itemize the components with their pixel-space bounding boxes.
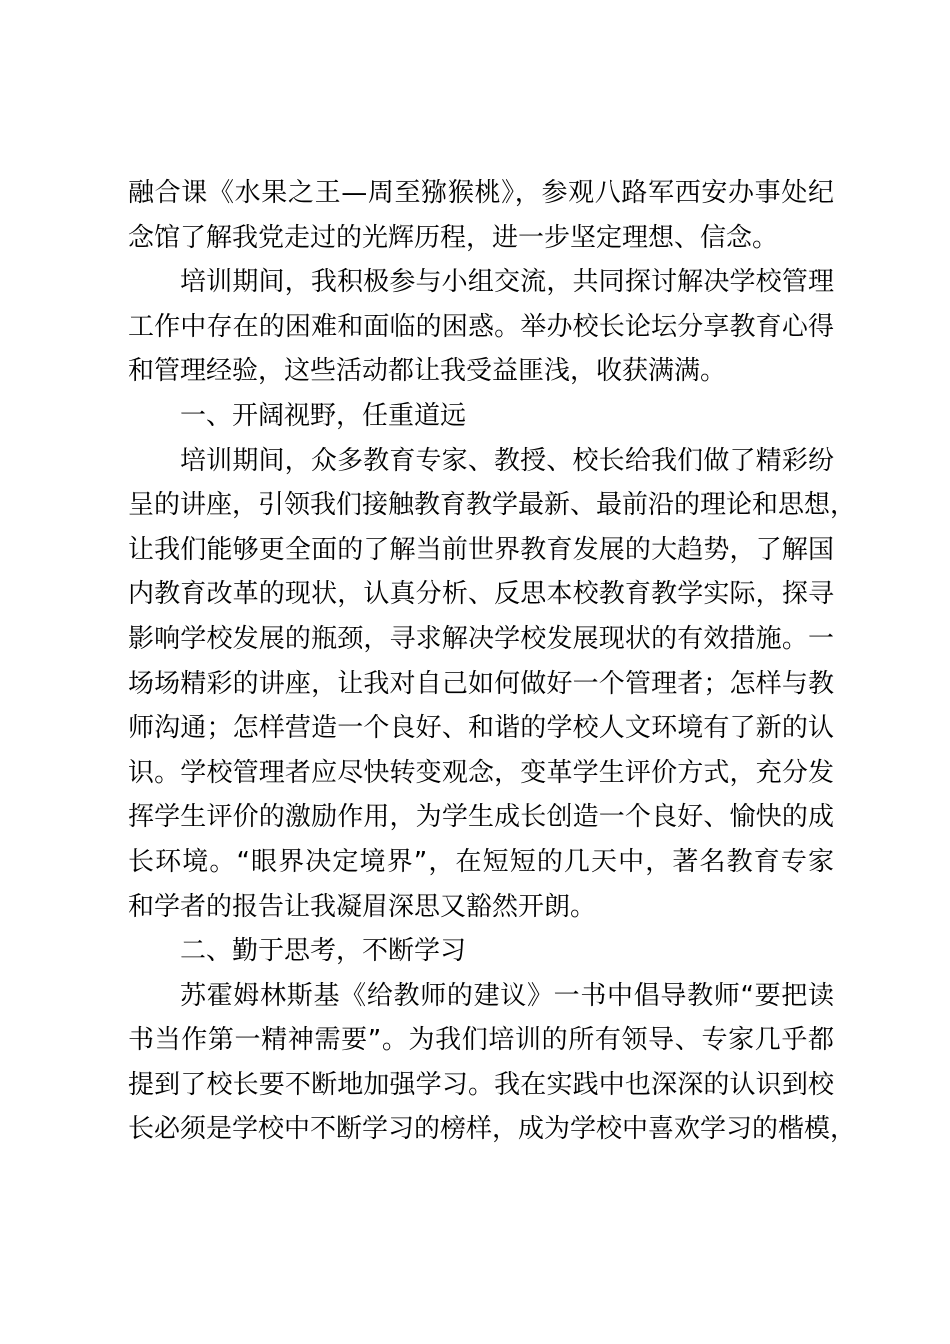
- text-line: 融合课《水果之王—周至猕猴桃》，参观八路军西安办事处纪: [128, 178, 834, 208]
- section-heading-2: 二、勤于思考，不断学习: [180, 936, 467, 967]
- text-line: 内教育改革的现状，认真分析、反思本校教育教学实际，探寻: [128, 579, 834, 610]
- text-line: 呈的讲座，引领我们接触教育教学最新、最前沿的理论和思想，: [128, 490, 857, 521]
- text-line: 和学者的报告让我凝眉深思又豁然开朗。: [128, 891, 597, 922]
- paragraph-first-line: 培训期间，众多教育专家、教授、校长给我们做了精彩纷: [180, 445, 834, 476]
- text-line: 师沟通；怎样营造一个良好、和谐的学校人文环境有了新的认: [128, 713, 834, 744]
- text-line: 场场精彩的讲座，让我对自己如何做好一个管理者；怎样与教: [128, 668, 834, 699]
- document-body: [128, 171, 857, 1152]
- paragraph-first-line: 培训期间，我积极参与小组交流，共同探讨解决学校管理: [180, 267, 834, 298]
- section-heading-1: 一、开阔视野，任重道远: [180, 400, 467, 431]
- text-line: 提到了校长要不断地加强学习。我在实践中也深深的认识到校: [128, 1069, 834, 1100]
- text-line: 念馆了解我党走过的光辉历程，进一步坚定理想、信念。: [128, 222, 779, 253]
- text-line: 和管理经验，这些活动都让我受益匪浅，收获满满。: [128, 356, 727, 387]
- text-line: 长环境。“眼界决定境界”，在短短的几天中，著名教育专家: [128, 846, 834, 877]
- text-line: 书当作第一精神需要”。为我们培训的所有领导、专家几乎都: [128, 1025, 834, 1056]
- text-line: 影响学校发展的瓶颈，寻求解决学校发展现状的有效措施。一: [128, 623, 834, 654]
- text-line: 识。学校管理者应尽快转变观念，变革学生评价方式，充分发: [128, 757, 834, 788]
- text-line: 长必须是学校中不断学习的榜样，成为学校中喜欢学习的楷模，: [128, 1114, 857, 1145]
- paragraph-first-line: 苏霍姆林斯基《给教师的建议》一书中倡导教师“要把读: [180, 980, 834, 1011]
- text-line: 挥学生评价的激励作用，为学生成长创造一个良好、愉快的成: [128, 802, 834, 833]
- text-line: 让我们能够更全面的了解当前世界教育发展的大趋势，了解国: [128, 534, 834, 565]
- text-line: 工作中存在的困难和面临的困惑。举办校长论坛分享教育心得: [128, 311, 834, 342]
